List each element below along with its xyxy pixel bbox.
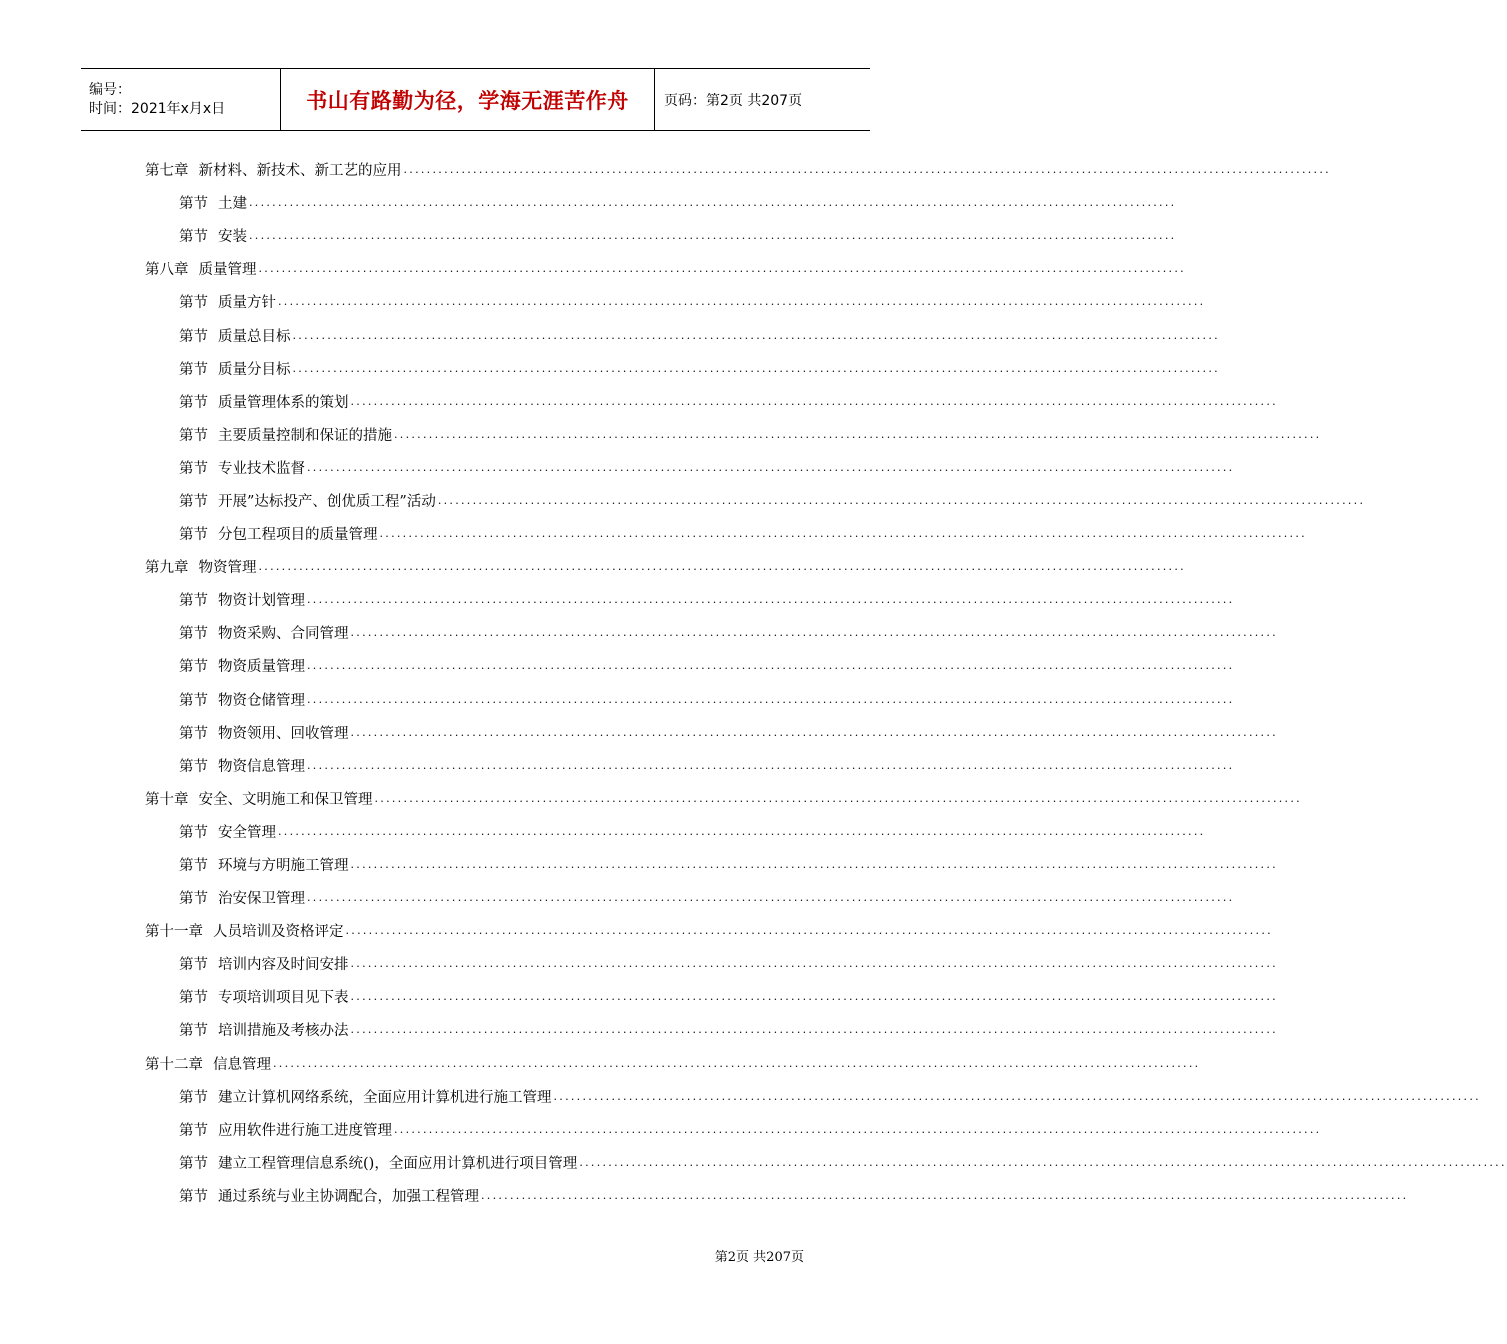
toc-entry-number: 第节: [179, 626, 208, 643]
motto: 书山有路勤为径，学海无涯苦作舟: [306, 88, 629, 113]
header-page-info: 页码：第2页 共207页: [664, 92, 803, 109]
toc-leader-dots: ................................................................................................................................................................: [273, 1056, 1201, 1070]
toc-leader-dots: ................................................................................................................................................................: [249, 229, 1177, 243]
toc-entry-title: 人员培训及资格评定: [213, 924, 344, 941]
toc-entry-title: 物资计划管理: [218, 593, 305, 610]
toc-leader-dots: ................................................................................................................................................................: [437, 493, 1366, 507]
page-footer: 第2页 共207页: [714, 1250, 804, 1265]
toc-leader-dots: ................................................................................................................................................................: [292, 361, 1220, 375]
toc-leader-dots: ................................................................................................................................................................: [307, 891, 1235, 905]
toc-section-entry[interactable]: [145, 318, 1220, 351]
toc-entry-title: 应用软件进行施工进度管理: [218, 1122, 392, 1139]
toc-entry-number: 第十一章: [145, 924, 203, 941]
toc-entry-title: 新材料、新技术、新工艺的应用: [198, 163, 402, 180]
toc-section-entry[interactable]: [145, 683, 1235, 716]
toc-leader-dots: ................................................................................................................................................................: [350, 626, 1278, 640]
toc-entry-number: 第八章: [145, 262, 189, 279]
toc-entry-title: 物资采购、合同管理: [218, 626, 349, 643]
toc-entry-title: 物资管理: [198, 560, 257, 577]
toc-entry-number: 第节: [179, 1089, 208, 1106]
toc-section-entry[interactable]: [145, 947, 1278, 980]
toc-leader-dots: ................................................................................................................................................................: [307, 692, 1235, 706]
toc-entry-title: 分包工程项目的质量管理: [218, 527, 378, 544]
toc-entry-title: 安全管理: [218, 824, 276, 841]
toc-chapter-entry[interactable]: [145, 782, 1302, 815]
toc-leader-dots: ................................................................................................................................................................: [350, 990, 1278, 1004]
toc-section-entry[interactable]: [145, 219, 1177, 252]
toc-chapter-entry[interactable]: [145, 153, 1331, 186]
toc-entry-title: 物资领用、回收管理: [218, 725, 349, 742]
toc-entry-number: 第节: [179, 758, 208, 775]
toc-entry-number: 第节: [179, 460, 208, 477]
toc-section-entry[interactable]: [145, 848, 1278, 881]
toc-entry-number: 第节: [179, 891, 208, 908]
toc-entry-title: 物资质量管理: [218, 659, 305, 676]
toc-entry-title: 专项培训项目见下表: [218, 990, 349, 1007]
toc-entry-title: 物资仓储管理: [218, 692, 305, 709]
toc-entry-title: 质量总目标: [218, 328, 291, 345]
toc-section-entry[interactable]: [145, 186, 1177, 219]
table-of-contents: [145, 153, 1507, 1212]
toc-section-entry[interactable]: [145, 1013, 1278, 1046]
toc-leader-dots: ................................................................................................................................................................: [249, 196, 1177, 210]
toc-section-entry[interactable]: [145, 285, 1206, 318]
toc-section-entry[interactable]: [145, 980, 1278, 1013]
toc-leader-dots: ................................................................................................................................................................: [307, 593, 1235, 607]
toc-section-entry[interactable]: [145, 385, 1278, 418]
toc-entry-number: 第节: [179, 196, 208, 213]
toc-section-entry[interactable]: [145, 517, 1307, 550]
toc-entry-title: 环境与方明施工管理: [218, 858, 349, 875]
toc-section-entry[interactable]: [145, 352, 1220, 385]
toc-entry-title: 建立计算机网络系统，全面应用计算机进行施工管理: [218, 1089, 552, 1106]
toc-section-entry[interactable]: [145, 749, 1235, 782]
toc-entry-number: 第节: [179, 659, 208, 676]
toc-entry-title: 质量分目标: [218, 361, 291, 378]
toc-entry-title: 安全、文明施工和保卫管理: [198, 791, 373, 808]
toc-entry-title: 培训措施及考核办法: [218, 1023, 349, 1040]
toc-entry-title: 质量管理: [198, 262, 257, 279]
toc-entry-number: 第九章: [145, 560, 189, 577]
toc-entry-title: 质量管理体系的策划: [218, 394, 349, 411]
toc-entry-title: 治安保卫管理: [218, 891, 305, 908]
toc-leader-dots: ................................................................................................................................................................: [345, 924, 1273, 938]
toc-entry-number: 第节: [179, 1122, 208, 1139]
toc-section-entry[interactable]: [145, 1146, 1507, 1179]
toc-entry-number: 第节: [179, 493, 208, 510]
toc-entry-number: 第节: [179, 394, 208, 411]
time-label: 时间：2021年x月x日: [89, 100, 226, 117]
header-motto-cell: [281, 69, 655, 130]
toc-section-entry[interactable]: [145, 583, 1235, 616]
toc-entry-number: 第节: [179, 593, 208, 610]
toc-leader-dots: ................................................................................................................................................................: [307, 659, 1235, 673]
toc-entry-title: 主要质量控制和保证的措施: [218, 427, 392, 444]
page-header: [81, 68, 870, 131]
toc-chapter-entry[interactable]: [145, 252, 1186, 285]
toc-entry-title: 培训内容及时间安排: [218, 957, 349, 974]
toc-entry-number: 第节: [179, 328, 208, 345]
toc-chapter-entry[interactable]: [145, 914, 1273, 947]
toc-leader-dots: ................................................................................................................................................................: [278, 824, 1206, 838]
toc-chapter-entry[interactable]: [145, 550, 1186, 583]
toc-entry-number: 第节: [179, 1188, 208, 1205]
toc-entry-title: 建立工程管理信息系统()，全面应用计算机进行项目管理: [218, 1155, 578, 1172]
header-left-cell: [81, 69, 281, 130]
toc-leader-dots: ................................................................................................................................................................: [379, 527, 1307, 541]
toc-entry-title: 物资信息管理: [218, 758, 305, 775]
toc-leader-dots: ................................................................................................................................................................: [374, 791, 1302, 805]
toc-entry-number: 第节: [179, 229, 208, 246]
toc-section-entry[interactable]: [145, 484, 1366, 517]
toc-leader-dots: ................................................................................................................................................................: [350, 1023, 1278, 1037]
toc-leader-dots: ................................................................................................................................................................: [553, 1089, 1481, 1103]
toc-leader-dots: ................................................................................................................................................................: [350, 725, 1278, 739]
toc-leader-dots: ................................................................................................................................................................: [350, 858, 1278, 872]
toc-leader-dots: ................................................................................................................................................................: [278, 295, 1206, 309]
toc-entry-number: 第节: [179, 858, 208, 875]
toc-entry-number: 第节: [179, 1023, 208, 1040]
code-label: 编号：: [89, 81, 131, 98]
toc-entry-number: 第节: [179, 957, 208, 974]
toc-leader-dots: ................................................................................................................................................................: [403, 163, 1331, 177]
toc-entry-title: 信息管理: [213, 1056, 271, 1073]
header-page-cell: [655, 69, 870, 130]
toc-leader-dots: ................................................................................................................................................................: [350, 957, 1278, 971]
toc-leader-dots: ................................................................................................................................................................: [292, 328, 1220, 342]
toc-section-entry[interactable]: [145, 616, 1278, 649]
toc-entry-title: 专业技术监督: [218, 460, 305, 477]
toc-entry-title: 安装: [218, 229, 247, 246]
toc-entry-number: 第节: [179, 824, 208, 841]
toc-entry-title: 土建: [218, 196, 247, 213]
toc-section-entry[interactable]: [145, 451, 1235, 484]
toc-leader-dots: ................................................................................................................................................................: [307, 460, 1235, 474]
toc-leader-dots: ................................................................................................................................................................: [579, 1155, 1507, 1169]
toc-leader-dots: ................................................................................................................................................................: [481, 1188, 1409, 1202]
toc-entry-title: 通过系统与业主协调配合，加强工程管理: [218, 1188, 479, 1205]
toc-section-entry[interactable]: [145, 881, 1235, 914]
toc-entry-title: 开展”达标投产、创优质工程”活动: [218, 493, 436, 510]
toc-entry-number: 第节: [179, 1155, 208, 1172]
toc-leader-dots: ................................................................................................................................................................: [258, 262, 1186, 276]
toc-leader-dots: ................................................................................................................................................................: [394, 1122, 1322, 1136]
toc-entry-number: 第节: [179, 527, 208, 544]
toc-section-entry[interactable]: [145, 716, 1278, 749]
toc-section-entry[interactable]: [145, 815, 1206, 848]
toc-leader-dots: ................................................................................................................................................................: [350, 394, 1278, 408]
toc-chapter-entry[interactable]: [145, 1047, 1201, 1080]
toc-leader-dots: ................................................................................................................................................................: [258, 560, 1186, 574]
toc-entry-number: 第节: [179, 295, 208, 312]
toc-entry-number: 第节: [179, 725, 208, 742]
toc-entry-number: 第节: [179, 361, 208, 378]
toc-entry-number: 第节: [179, 427, 208, 444]
toc-section-entry[interactable]: [145, 1179, 1409, 1212]
toc-section-entry[interactable]: [145, 1080, 1481, 1113]
toc-entry-number: 第节: [179, 990, 208, 1007]
toc-entry-number: 第十二章: [145, 1056, 203, 1073]
toc-entry-title: 质量方针: [218, 295, 276, 312]
toc-leader-dots: ................................................................................................................................................................: [394, 427, 1322, 441]
toc-entry-number: 第节: [179, 692, 208, 709]
toc-leader-dots: ................................................................................................................................................................: [307, 758, 1235, 772]
toc-section-entry[interactable]: [145, 1113, 1322, 1146]
toc-section-entry[interactable]: [145, 418, 1322, 451]
toc-section-entry[interactable]: [145, 649, 1235, 682]
toc-entry-number: 第七章: [145, 163, 189, 180]
toc-entry-number: 第十章: [145, 791, 189, 808]
